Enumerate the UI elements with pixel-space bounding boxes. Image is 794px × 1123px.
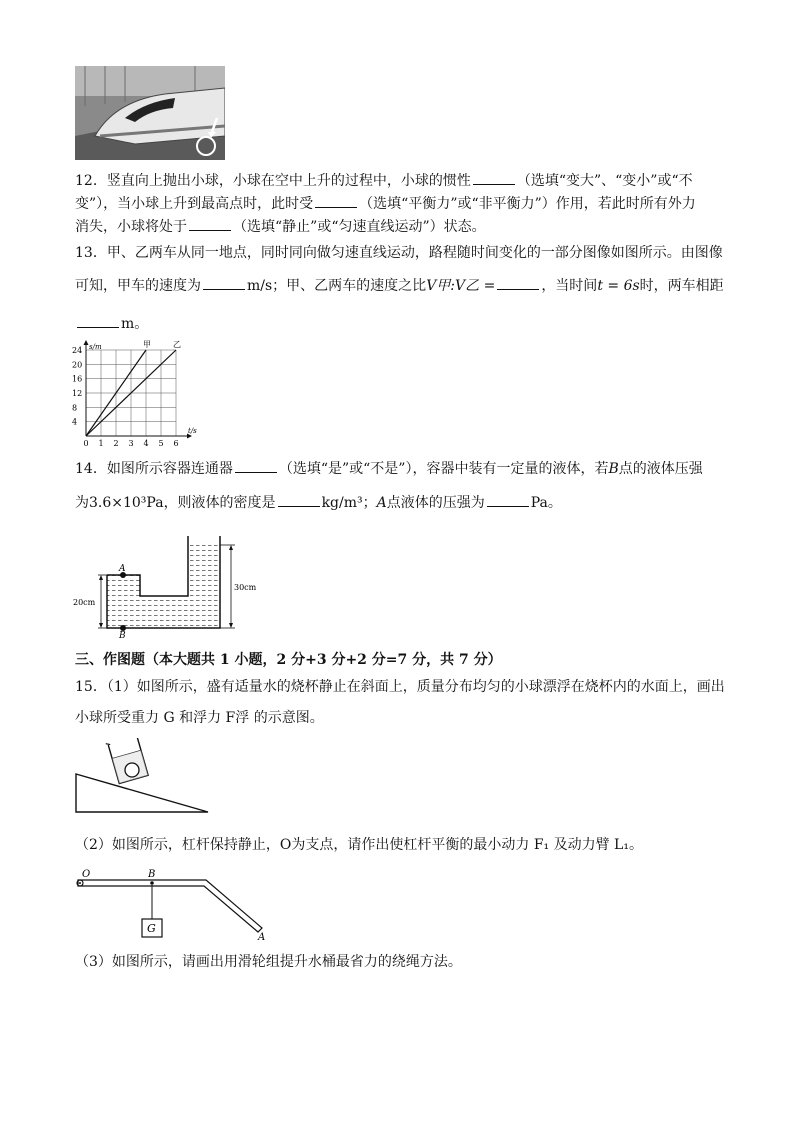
x-tick-label: 3: [128, 439, 134, 448]
q14-text: 14．如图所示容器连通器: [75, 461, 233, 477]
answer-blank[interactable]: [315, 193, 357, 208]
q12-text: （选填“静止”或“匀速直线运动”）状态。: [233, 219, 486, 235]
x-tick-label: 0: [83, 439, 89, 448]
dim-left: [98, 575, 107, 628]
container-figure: [70, 528, 270, 640]
series-label: 乙: [173, 340, 181, 349]
ball: [125, 763, 139, 777]
y-tick-label: 8: [72, 403, 78, 413]
y-tick-label: 4: [72, 417, 78, 427]
x-tick-label: 5: [158, 439, 164, 448]
section-title: [75, 650, 725, 670]
q15-text: 小球所受重力 G 和浮力 F浮 的示意图。: [75, 710, 324, 726]
beaker: [106, 738, 148, 784]
answer-blank[interactable]: [473, 170, 515, 185]
q15-part3-line: [75, 952, 725, 972]
answer-blank[interactable]: [497, 275, 539, 290]
answer-blank[interactable]: [203, 275, 245, 290]
q14-text: 点的液体压强: [618, 461, 703, 477]
point-a-label: A: [376, 495, 387, 511]
label-a: A: [119, 564, 126, 574]
answer-blank[interactable]: [77, 313, 119, 328]
velocity-ratio: V甲:V乙 =: [426, 278, 496, 294]
section-title-text: 三、作图题（本大题共 1 小题，2 分+3 分+2 分=7 分，共 7 分）: [75, 652, 502, 668]
q12-line1: [75, 170, 725, 191]
q15-text: 15．（1）如图所示，盛有适量水的烧杯静止在斜面上，质量分布均匀的小球漂浮在烧杯内的水面上，画出: [75, 679, 725, 695]
beaker-incline-figure: [72, 738, 214, 816]
q14-text: ，则液体的密度是: [163, 495, 276, 511]
q15-part2-line: [75, 835, 725, 855]
q12-text: 变”），当小球上升到最高点时，此时受: [75, 196, 314, 212]
density-unit: kg/m³: [321, 495, 363, 511]
q14-text: 为: [75, 495, 89, 511]
label-b: B: [119, 631, 126, 640]
q14-line2: [75, 492, 725, 513]
q12-text: 12．竖直向上抛出小球，小球在空中上升的过程中，小球的惯性: [75, 173, 471, 189]
q14-text: Pa。: [530, 495, 562, 511]
q15-text: （2）如图所示，杠杆保持静止，O为支点，请作出使杠杆平衡的最小动力 F₁ 及动力臂 L₁。: [75, 837, 643, 853]
q13-text: m/s；甲、乙两车的速度之比: [247, 278, 427, 294]
incline: [76, 774, 208, 812]
q13-text: 13．甲、乙两车从同一地点，同时同向做匀速直线运动，路程随时间变化的一部分图像如图所示。由图像: [75, 245, 723, 261]
q13-line3: [75, 313, 725, 334]
x-tick-label: 4: [143, 439, 149, 448]
y-axis-label: s/m: [89, 343, 102, 351]
point-b: [150, 881, 154, 885]
y-axis-arrow: [84, 340, 89, 345]
lever-figure: [72, 864, 272, 944]
q14-text: （选填“是”或“不是”），容器中装有一定量的液体，若: [278, 461, 609, 477]
x-tick-label: 6: [173, 439, 179, 448]
q13-text: 时，两车相距: [639, 278, 724, 294]
series-label: 甲: [143, 340, 151, 349]
q15-line2: [75, 708, 725, 728]
x-axis-label: t/s: [188, 427, 197, 435]
x-tick-label: 2: [113, 439, 119, 448]
point-b-label: B: [608, 461, 619, 477]
label-a: A: [258, 932, 266, 943]
y-tick-label: 24: [72, 346, 83, 355]
q14-text: 点液体的压强为: [386, 495, 485, 511]
st-chart: [70, 336, 200, 448]
y-tick-label: 16: [72, 374, 83, 384]
label-20cm: 20cm: [73, 598, 96, 607]
lever-bar: [78, 880, 262, 932]
x-tick-label: 1: [98, 439, 104, 448]
q14-line1: [75, 458, 725, 479]
q12-line2: [75, 193, 725, 214]
q12-line3: [75, 216, 725, 237]
liquid: [107, 545, 220, 628]
label-b: B: [148, 869, 156, 880]
q13-line1: [75, 243, 725, 263]
q14-text: ；: [362, 495, 377, 511]
q13-text: 可知，甲车的速度为: [75, 278, 201, 294]
q13-text: ，当时间: [541, 278, 598, 294]
answer-blank[interactable]: [235, 458, 277, 473]
q13-line2: [75, 275, 725, 296]
y-tick-label: 20: [72, 360, 83, 370]
train-photo: [75, 66, 225, 160]
y-tick-label: 12: [72, 389, 83, 398]
pressure-value: 3.6×10³Pa: [89, 495, 164, 511]
q13-text: m。: [121, 316, 149, 332]
answer-blank[interactable]: [278, 492, 320, 507]
label-o: O: [82, 869, 91, 880]
answer-blank[interactable]: [189, 216, 231, 231]
q15-line1: [75, 677, 725, 697]
q12-text: （选填“变大”、“变小”或“不: [516, 173, 693, 189]
answer-blank[interactable]: [487, 492, 529, 507]
q15-text: （3）如图所示，请画出用滑轮组提升水桶最省力的绕绳方法。: [75, 954, 462, 970]
q12-text: （选填“平衡力”或“非平衡力”）作用，若此时所有外力: [359, 196, 696, 212]
label-g: G: [147, 922, 156, 935]
q12-text: 消失，小球将处于: [75, 219, 187, 235]
label-30cm: 30cm: [234, 583, 257, 592]
dim-right: [220, 545, 235, 628]
time-value: t = 6s: [597, 278, 640, 294]
